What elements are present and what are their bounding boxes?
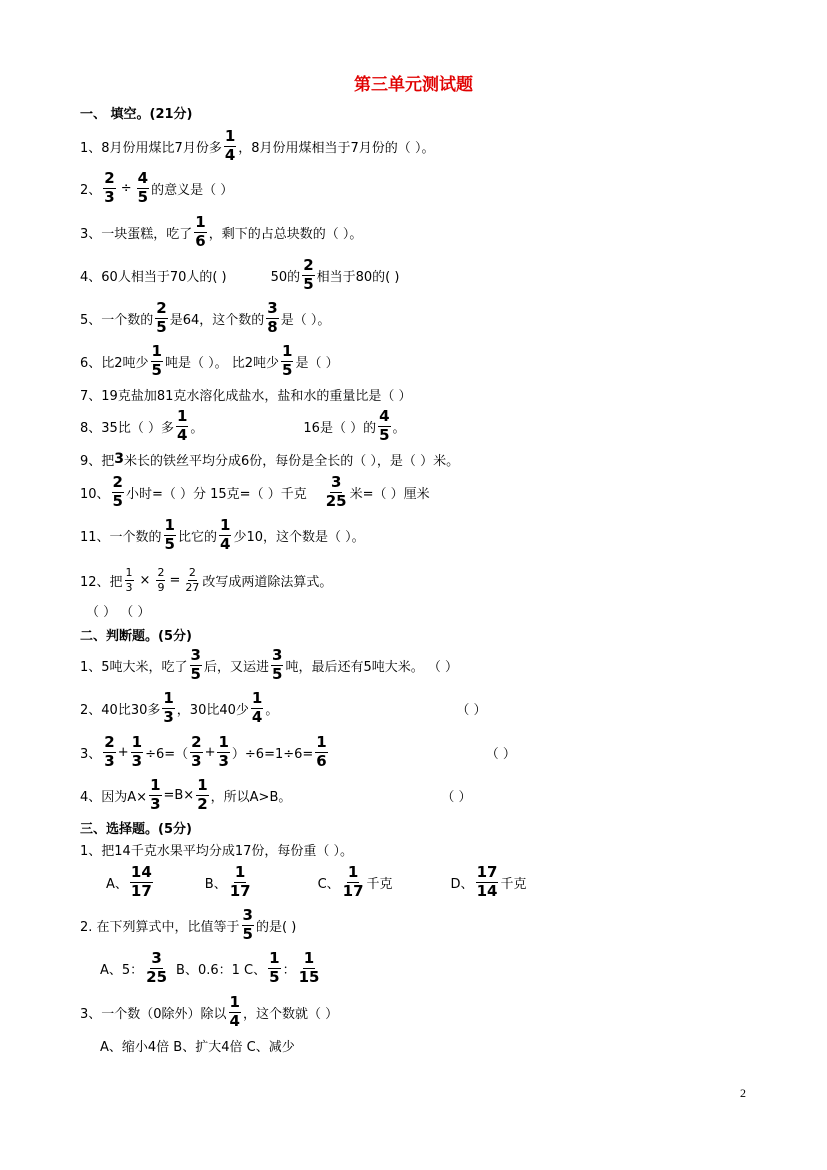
denominator: 5 <box>269 967 280 986</box>
denominator: 5 <box>164 534 175 553</box>
q10-text-c: 米=（ ）厘米 <box>349 486 430 502</box>
fraction <box>217 732 229 770</box>
q2-text-a: 2、 <box>80 182 102 198</box>
denominator: 3 <box>131 751 143 770</box>
option-b-label: B、0.6：1 C、 <box>176 962 267 978</box>
denominator: 3 <box>104 187 115 206</box>
judge-2 <box>80 688 486 728</box>
c2-text-a: 2. 在下列算式中，比值等于 <box>80 919 240 935</box>
denominator: 3 <box>163 707 174 726</box>
fraction <box>251 688 263 726</box>
fraction <box>149 775 161 813</box>
q12-text-a: 12、把 <box>80 574 123 590</box>
q2-text-b: 的意义是（ ） <box>151 182 234 198</box>
numerator: 4 <box>137 168 149 187</box>
numerator: 1 <box>150 775 161 794</box>
j3-answer-blank: （ ） <box>485 746 516 762</box>
j1-text-c: 吨，最后还有5吨大米。 （ ） <box>285 659 458 675</box>
denominator: 25 <box>146 967 168 986</box>
numerator: 2 <box>188 565 196 579</box>
fraction <box>266 298 278 336</box>
numerator: 17 <box>476 862 498 881</box>
q9-text-a: 9、把 <box>80 453 115 469</box>
fraction <box>302 255 314 293</box>
numerator: 1 <box>269 948 280 967</box>
operator: ÷ <box>120 180 132 196</box>
option-b-label: B、 <box>204 876 227 892</box>
q5-text-b: 是64，这个数的 <box>169 312 265 328</box>
page-number: 2 <box>740 1086 746 1100</box>
question-10 <box>80 472 430 512</box>
fraction <box>125 567 134 593</box>
j3-text-b: ÷6=（ <box>145 746 189 762</box>
question-6 <box>80 341 339 381</box>
c2-text-b: 的是( ) <box>255 919 297 935</box>
option-d-unit: 千克 <box>500 876 527 892</box>
j4-answer-blank: （ ） <box>441 789 472 805</box>
fraction <box>145 948 168 986</box>
fraction <box>184 567 200 593</box>
denominator: 5 <box>282 360 293 379</box>
question-2 <box>80 168 233 208</box>
fraction <box>219 515 231 553</box>
denominator: 9 <box>157 580 165 594</box>
denominator: 5 <box>151 360 162 379</box>
numerator: 1 <box>347 862 359 881</box>
fraction <box>130 862 153 900</box>
numerator: 1 <box>125 565 133 579</box>
q12-blanks-text: （ ） （ ） <box>86 604 151 620</box>
denominator: 3 <box>150 794 161 813</box>
numerator: 3 <box>151 948 162 967</box>
numerator: 1 <box>282 341 293 360</box>
section-true-false-heading: 二、判断题。(5分) <box>80 629 192 644</box>
option-c-label: C、 <box>317 876 340 892</box>
q9-text-c: 米长的铁丝平均分成6份，每份是全长的（ ），是（ ）米。 <box>124 453 460 469</box>
question-1 <box>80 126 434 166</box>
denominator: 4 <box>220 534 231 553</box>
denominator: 5 <box>112 491 123 510</box>
j4-text-b: =B× <box>163 787 195 803</box>
numerator: 2 <box>191 732 202 751</box>
numerator: 3 <box>267 298 278 317</box>
fraction <box>190 645 202 683</box>
option-c-unit: 千克 <box>366 876 393 892</box>
numerator: 14 <box>130 862 152 881</box>
section-choice-heading: 三、选择题。(5分) <box>80 822 192 837</box>
fraction <box>281 341 293 379</box>
option-d-label: D、 <box>450 876 474 892</box>
q1-text-a: 1、8月份用煤比7月份多 <box>80 140 222 156</box>
fraction <box>224 126 236 164</box>
denominator: 5 <box>156 317 167 336</box>
q5-text-a: 5、一个数的 <box>80 312 154 328</box>
fraction <box>194 212 206 250</box>
q6-text-a: 6、比2吨少 <box>80 355 149 371</box>
q3-text-a: 3、一块蛋糕，吃了 <box>80 226 193 242</box>
fraction <box>325 472 348 510</box>
choice-2 <box>80 905 296 945</box>
denominator: 3 <box>104 751 115 770</box>
q9-text-bold-3: 3 <box>114 451 125 467</box>
numerator: 1 <box>163 688 174 707</box>
denominator: 8 <box>267 317 278 336</box>
q11-text-a: 11、一个数的 <box>80 529 162 545</box>
q10-text-b: 小时=（ ）分 15克=（ ）千克 <box>125 486 307 502</box>
q11-text-c: 少10，这个数是（ ）。 <box>233 529 365 545</box>
operator: + <box>204 744 216 760</box>
denominator: 3 <box>191 751 202 770</box>
question-5 <box>80 298 330 338</box>
denominator: 4 <box>229 1011 240 1030</box>
fraction <box>298 948 321 986</box>
question-9 <box>80 447 459 471</box>
q8-text-d: 。 <box>392 420 406 436</box>
question-11 <box>80 515 365 555</box>
denominator: 25 <box>325 491 347 510</box>
ratio-colon: ： <box>282 962 296 978</box>
numerator: 2 <box>156 298 167 317</box>
denominator: 2 <box>197 794 208 813</box>
page-title: 第三单元测试题 <box>354 75 473 95</box>
numerator: 1 <box>164 515 175 534</box>
q1-text-b: ，8月份用煤相当于7月份的（ ）。 <box>238 140 435 156</box>
denominator: 17 <box>229 881 251 900</box>
denominator: 4 <box>251 707 263 726</box>
numerator: 1 <box>316 732 327 751</box>
fraction <box>196 775 208 813</box>
numerator: 1 <box>224 126 236 145</box>
fraction <box>112 472 124 510</box>
fraction <box>190 732 202 770</box>
q7-text: 7、19克盐加81克水溶化成盐水，盐和水的重量比是（ ） <box>80 388 412 404</box>
option-a-label: A、 <box>106 876 128 892</box>
operator: × <box>139 572 151 588</box>
j3-text-c: ）÷6=1÷6= <box>231 746 314 762</box>
c3-text-a: 3、一个数（0除外）除以 <box>80 1006 227 1022</box>
q3-text-b: ，剩下的占总块数的（ ）。 <box>208 226 363 242</box>
q6-text-c: 是（ ） <box>295 355 339 371</box>
q8-text-c: 16是（ ）的 <box>303 420 377 436</box>
denominator: 3 <box>125 580 133 594</box>
fraction <box>137 168 149 206</box>
c1-text: 1、把14千克水果平均分成17份，每份重（ ）。 <box>80 843 353 859</box>
denominator: 5 <box>190 664 201 683</box>
q8-text-b: 。 <box>190 420 204 436</box>
j2-answer-blank: （ ） <box>456 702 487 718</box>
option-a-label: A、5： <box>100 962 144 978</box>
judge-4 <box>80 775 472 815</box>
numerator: 1 <box>229 992 240 1011</box>
choice-1 <box>80 837 353 861</box>
question-12 <box>80 560 332 600</box>
q8-text-a: 8、35比（ ）多 <box>80 420 174 436</box>
denominator: 6 <box>195 231 206 250</box>
numerator: 3 <box>242 905 253 924</box>
numerator: 1 <box>195 212 206 231</box>
numerator: 1 <box>131 732 143 751</box>
numerator: 2 <box>104 168 115 187</box>
j2-text-a: 2、40比30多 <box>80 702 161 718</box>
fraction <box>229 992 241 1030</box>
question-12-answer-blanks <box>86 598 150 622</box>
choice-3-options <box>100 1033 295 1057</box>
q11-text-b: 比它的 <box>177 529 217 545</box>
numerator: 3 <box>190 645 201 664</box>
q6-text-b: 吨是（ ）。 比2吨少 <box>164 355 280 371</box>
j2-text-b: ，30比40少 <box>176 702 249 718</box>
denominator: 3 <box>218 751 229 770</box>
numerator: 1 <box>218 732 229 751</box>
q5-text-c: 是（ ）。 <box>280 312 331 328</box>
choice-2-options <box>100 948 322 988</box>
numerator: 4 <box>379 406 390 425</box>
choice-3 <box>80 992 338 1032</box>
denominator: 5 <box>242 924 253 943</box>
q10-text-a: 10、 <box>80 486 110 502</box>
c3-text-b: ，这个数就（ ） <box>242 1006 339 1022</box>
fraction <box>229 862 252 900</box>
c3-options-text: A、缩小4倍 B、扩大4倍 C、减少 <box>100 1039 295 1055</box>
fraction <box>164 515 176 553</box>
numerator: 2 <box>112 472 123 491</box>
fraction <box>242 905 254 943</box>
fraction <box>342 862 365 900</box>
section-fill-blank-heading: 一、 填空。(21分) <box>80 107 193 122</box>
j1-text-a: 1、5吨大米，吃了 <box>80 659 188 675</box>
denominator: 4 <box>224 145 236 164</box>
fraction <box>378 406 390 444</box>
fraction <box>176 406 188 444</box>
numerator: 3 <box>272 645 283 664</box>
denominator: 5 <box>272 664 283 683</box>
fraction <box>131 732 143 770</box>
fraction <box>315 732 327 770</box>
question-7 <box>80 382 412 406</box>
q4-text-b: 50的 <box>270 269 301 285</box>
fraction <box>103 732 115 770</box>
question-4 <box>80 255 399 295</box>
j1-text-b: 后，又运进 <box>203 659 269 675</box>
question-8 <box>80 406 406 446</box>
numerator: 2 <box>157 565 165 579</box>
numerator: 1 <box>151 341 162 360</box>
numerator: 1 <box>303 948 315 967</box>
fraction <box>268 948 280 986</box>
denominator: 6 <box>316 751 327 770</box>
denominator: 27 <box>185 580 200 594</box>
denominator: 5 <box>137 187 149 206</box>
question-3 <box>80 212 362 252</box>
j2-text-c: 。 <box>265 702 279 718</box>
denominator: 5 <box>379 425 390 444</box>
numerator: 1 <box>251 688 263 707</box>
j4-text-c: ，所以A>B。 <box>210 789 292 805</box>
denominator: 5 <box>303 274 314 293</box>
fraction <box>162 688 174 726</box>
operator: + <box>117 744 129 760</box>
numerator: 1 <box>234 862 246 881</box>
j4-text-a: 4、因为A× <box>80 789 148 805</box>
numerator: 1 <box>197 775 208 794</box>
q4-text-a: 4、60人相当于70人的( ) <box>80 269 227 285</box>
judge-3 <box>80 732 516 772</box>
denominator: 15 <box>298 967 320 986</box>
denominator: 17 <box>342 881 364 900</box>
fraction <box>151 341 163 379</box>
numerator: 3 <box>330 472 342 491</box>
numerator: 1 <box>176 406 188 425</box>
fraction <box>155 298 167 336</box>
numerator: 2 <box>104 732 115 751</box>
denominator: 17 <box>130 881 152 900</box>
numerator: 2 <box>303 255 314 274</box>
fraction <box>476 862 499 900</box>
fraction <box>103 168 115 206</box>
judge-1 <box>80 645 458 685</box>
operator: = <box>169 572 181 588</box>
q4-text-c: 相当于80的( ) <box>316 269 400 285</box>
denominator: 14 <box>476 881 498 900</box>
j3-text-a: 3、 <box>80 746 102 762</box>
numerator: 1 <box>220 515 231 534</box>
choice-1-options <box>106 862 526 902</box>
q12-text-b: 改写成两道除法算式。 <box>202 574 333 590</box>
denominator: 4 <box>176 425 188 444</box>
fraction <box>271 645 283 683</box>
fraction <box>156 567 165 593</box>
